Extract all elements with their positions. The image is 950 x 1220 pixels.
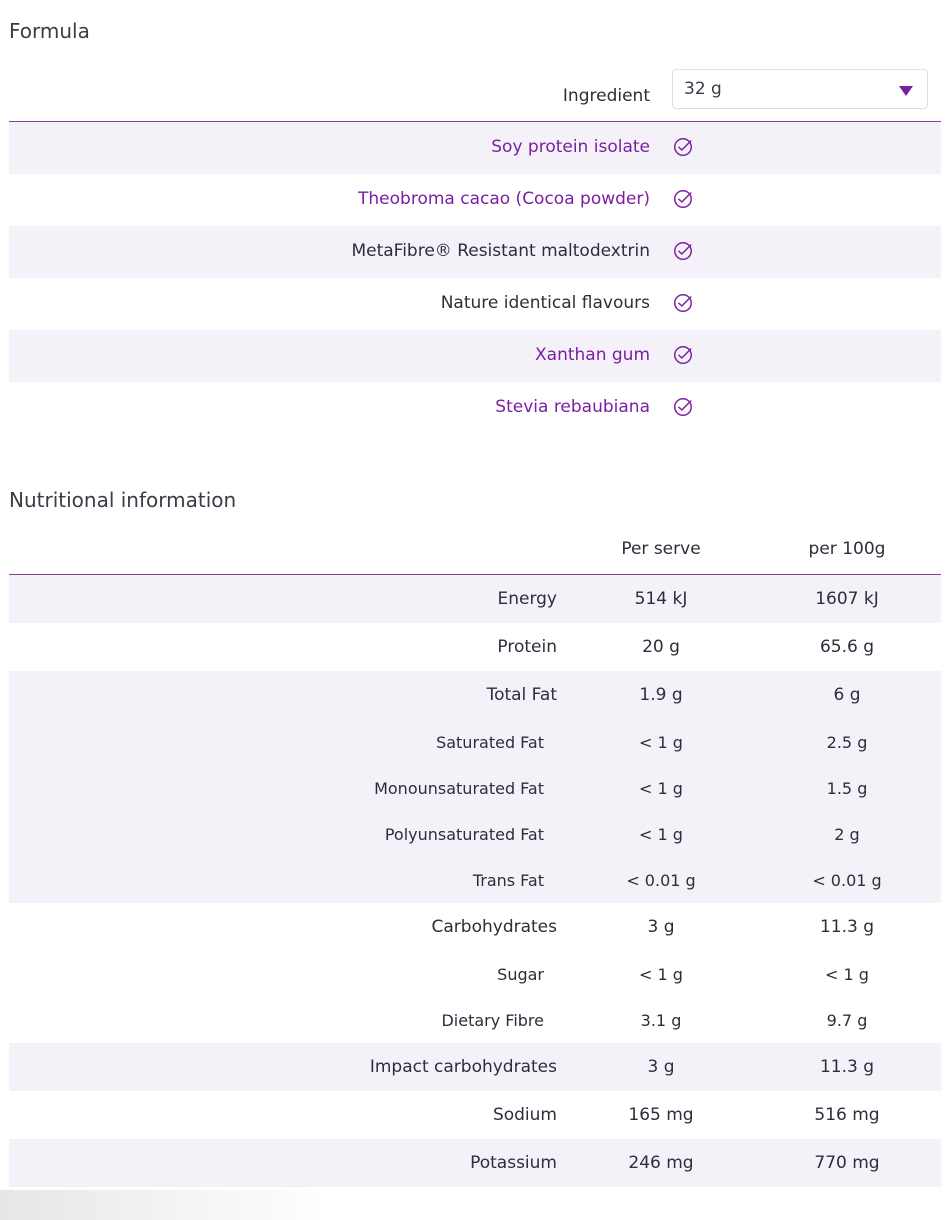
nutrition-group xyxy=(9,671,941,903)
nutrition-row xyxy=(9,1091,941,1139)
ingredient-row xyxy=(9,122,941,174)
nutrition-group xyxy=(9,623,941,671)
per-serve-column-header: Per serve xyxy=(621,539,701,559)
nutrition-row xyxy=(9,719,941,765)
nutrient-label: Potassium xyxy=(470,1153,557,1173)
per-100g-value: 11.3 g xyxy=(819,1057,875,1077)
nutrient-label: Sodium xyxy=(492,1105,557,1125)
nutrient-label: Impact carbohydrates xyxy=(369,1057,557,1077)
nutrient-sub-label: Monounsaturated Fat xyxy=(374,779,544,798)
per-100g-value: 1.5 g xyxy=(826,779,868,798)
ingredient-name[interactable]: Xanthan gum xyxy=(535,345,650,365)
nutrient-label: Protein xyxy=(497,637,557,657)
ingredient-row xyxy=(9,330,941,382)
check-circle-icon xyxy=(672,396,694,418)
per-100g-value: < 0.01 g xyxy=(812,871,882,890)
ingredient-name[interactable]: Stevia rebaubiana xyxy=(495,397,650,417)
ingredient-row xyxy=(9,278,941,330)
per-100g-value: < 1 g xyxy=(825,965,869,984)
nutrient-sub-label: Trans Fat xyxy=(472,871,544,890)
serving-size-value: 32 g xyxy=(684,79,722,99)
nutrient-sub-label: Sugar xyxy=(497,965,544,984)
check-circle-icon xyxy=(672,136,694,158)
nutrient-label: Carbohydrates xyxy=(431,917,557,937)
nutrition-row xyxy=(9,997,941,1043)
per-serve-value: 514 kJ xyxy=(634,589,688,609)
ingredient-list xyxy=(9,122,941,434)
per-100g-value: 2.5 g xyxy=(826,733,868,752)
per-100g-value: 9.7 g xyxy=(826,1011,868,1030)
nutrition-row xyxy=(9,575,941,623)
per-serve-value: < 1 g xyxy=(639,965,683,984)
per-serve-value: 20 g xyxy=(642,637,680,657)
per-serve-value: < 0.01 g xyxy=(626,871,696,890)
nutrient-label: Energy xyxy=(497,589,557,609)
ingredient-name[interactable]: Soy protein isolate xyxy=(491,137,650,157)
per-serve-value: 3.1 g xyxy=(640,1011,682,1030)
serving-size-select[interactable] xyxy=(672,69,928,109)
check-circle-icon xyxy=(672,292,694,314)
per-serve-value: 246 mg xyxy=(628,1153,694,1173)
nutrition-group xyxy=(9,903,941,1043)
per-serve-value: < 1 g xyxy=(639,825,683,844)
nutrition-row xyxy=(9,857,941,903)
per-100g-value: 1607 kJ xyxy=(815,589,879,609)
caret-down-icon xyxy=(899,86,913,96)
per-serve-value: 3 g xyxy=(647,1057,675,1077)
nutrient-sub-label: Saturated Fat xyxy=(436,733,544,752)
per-100g-value: 11.3 g xyxy=(819,917,875,937)
nutrition-row xyxy=(9,811,941,857)
ingredient-row xyxy=(9,382,941,434)
nutrition-table xyxy=(9,575,941,1187)
scroll-shadow xyxy=(0,1190,330,1220)
per-serve-value: 1.9 g xyxy=(639,685,683,705)
per-100g-value: 65.6 g xyxy=(819,637,875,657)
nutrition-row xyxy=(9,903,941,951)
ingredient-column-header: Ingredient xyxy=(562,86,650,106)
nutrition-group xyxy=(9,1091,941,1139)
ingredient-row xyxy=(9,226,941,278)
nutrition-group xyxy=(9,1043,941,1091)
nutrition-section-title: Nutritional information xyxy=(9,488,237,512)
check-circle-icon xyxy=(672,188,694,210)
nutrition-row xyxy=(9,671,941,719)
per-serve-value: < 1 g xyxy=(639,779,683,798)
per-100g-column-header: per 100g xyxy=(808,539,886,559)
nutrient-label: Total Fat xyxy=(486,685,557,705)
per-serve-value: 3 g xyxy=(647,917,675,937)
ingredient-name[interactable]: Theobroma cacao (Cocoa powder) xyxy=(358,189,650,209)
nutrition-row xyxy=(9,765,941,811)
check-circle-icon xyxy=(672,240,694,262)
nutrition-group xyxy=(9,1139,941,1187)
ingredient-name: Nature identical flavours xyxy=(440,293,650,313)
check-circle-icon xyxy=(672,344,694,366)
per-serve-value: < 1 g xyxy=(639,733,683,752)
nutrition-row xyxy=(9,623,941,671)
nutrition-group xyxy=(9,575,941,623)
ingredient-name: MetaFibre® Resistant maltodextrin xyxy=(351,241,650,261)
nutrient-sub-label: Polyunsaturated Fat xyxy=(384,825,544,844)
formula-section-title: Formula xyxy=(9,19,90,43)
per-100g-value: 516 mg xyxy=(814,1105,880,1125)
nutrition-row xyxy=(9,1139,941,1187)
per-100g-value: 2 g xyxy=(834,825,860,844)
per-serve-value: 165 mg xyxy=(628,1105,694,1125)
per-100g-value: 6 g xyxy=(833,685,861,705)
ingredient-row xyxy=(9,174,941,226)
nutrition-row xyxy=(9,951,941,997)
nutrient-sub-label: Dietary Fibre xyxy=(441,1011,544,1030)
per-100g-value: 770 mg xyxy=(814,1153,880,1173)
nutrition-row xyxy=(9,1043,941,1091)
